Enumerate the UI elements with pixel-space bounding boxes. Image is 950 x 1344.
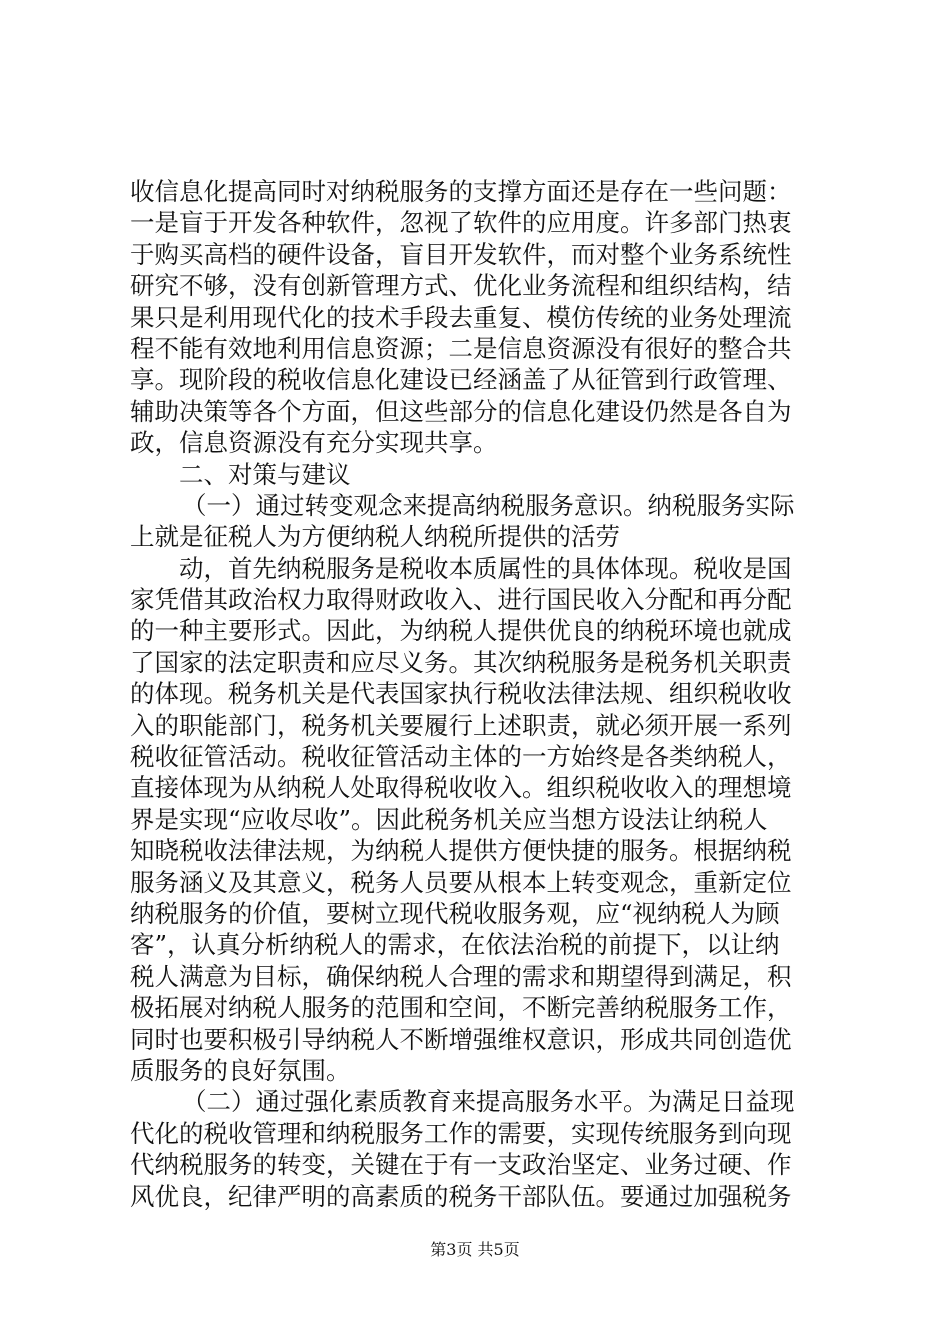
text-line: 一是盲于开发各种软件，忽视了软件的应用度。许多部门热衷 [130, 208, 792, 238]
text-line: （二）通过强化素质教育来提高服务水平。为满足日益现 [182, 1087, 795, 1117]
page-number-footer: 第3页 共5页 [430, 1240, 520, 1259]
text-line: 知晓税收法律法规，为纳税人提供方便快捷的服务。根据纳税 [130, 836, 792, 866]
text-line: 家凭借其政治权力取得财政收入、进行国民收入分配和再分配 [130, 585, 792, 615]
text-line: 入的职能部门，税务机关要履行上述职责，就必须开展一系列 [130, 710, 792, 740]
text-line: 程不能有效地利用信息资源；二是信息资源没有很好的整合共 [130, 333, 792, 363]
document-body [130, 176, 835, 1212]
text-line: 果只是利用现代化的技术手段去重复、模仿传统的业务处理流 [130, 302, 792, 332]
text-line: 上就是征税人为方便纳税人纳税所提供的活劳 [130, 522, 620, 552]
text-line: 于购买高档的硬件设备，盲目开发软件，而对整个业务系统性 [130, 239, 792, 269]
text-line: 了国家的法定职责和应尽义务。其次纳税服务是税务机关职责 [130, 647, 792, 677]
text-line: 收信息化提高同时对纳税服务的支撑方面还是存在一些问题： [130, 177, 792, 206]
text-line: 服务涵义及其意义，税务人员要从根本上转变观念，重新定位 [130, 867, 792, 897]
text-line: 纳税服务的价值，要树立现代税收服务观，应“视纳税人为顾 [130, 898, 780, 928]
text-line: 极拓展对纳税人服务的范围和空间，不断完善纳税服务工作， [130, 993, 792, 1023]
text-line: 的一种主要形式。因此，为纳税人提供优良的纳税环境也就成 [130, 616, 792, 646]
text-line: 风优良，纪律严明的高素质的税务干部队伍。要通过加强税务 [130, 1181, 792, 1211]
text-line: 直接体现为从纳税人处取得税收收入。组织税收收入的理想境 [130, 773, 792, 803]
text-line: 享。现阶段的税收信息化建设已经涵盖了从征管到行政管理、 [130, 365, 792, 395]
text-line: 质服务的良好氛围。 [130, 1055, 351, 1085]
text-line: 税人满意为目标，确保纳税人合理的需求和期望得到满足，积 [130, 961, 792, 991]
text-line: 界是实现“应收尽收”。因此税务机关应当想方设法让纳税人 [130, 804, 768, 834]
text-line: （一）通过转变观念来提高纳税服务意识。纳税服务实际 [182, 490, 795, 520]
text-line: 客”，认真分析纳税人的需求，在依法治税的前提下，以让纳 [130, 930, 780, 960]
section-heading: 二、对策与建议 [179, 459, 351, 489]
text-line: 政，信息资源没有充分实现共享。 [130, 428, 498, 458]
text-line: 动，首先纳税服务是税收本质属性的具体体现。税收是国 [179, 553, 792, 583]
text-line: 同时也要积极引导纳税人不断增强维权意识，形成共同创造优 [130, 1024, 792, 1054]
text-line: 代化的税收管理和纳税服务工作的需要，实现传统服务到向现 [130, 1118, 792, 1148]
text-line: 研究不够，没有创新管理方式、优化业务流程和组织结构，结 [130, 271, 792, 301]
text-line: 辅助决策等各个方面，但这些部分的信息化建设仍然是各自为 [130, 396, 792, 426]
text-line: 的体现。税务机关是代表国家执行税收法律法规、组织税收收 [130, 679, 792, 709]
text-line: 税收征管活动。税收征管活动主体的一方始终是各类纳税人， [130, 742, 792, 772]
text-line: 代纳税服务的转变，关键在于有一支政治坚定、业务过硬、作 [130, 1150, 792, 1180]
